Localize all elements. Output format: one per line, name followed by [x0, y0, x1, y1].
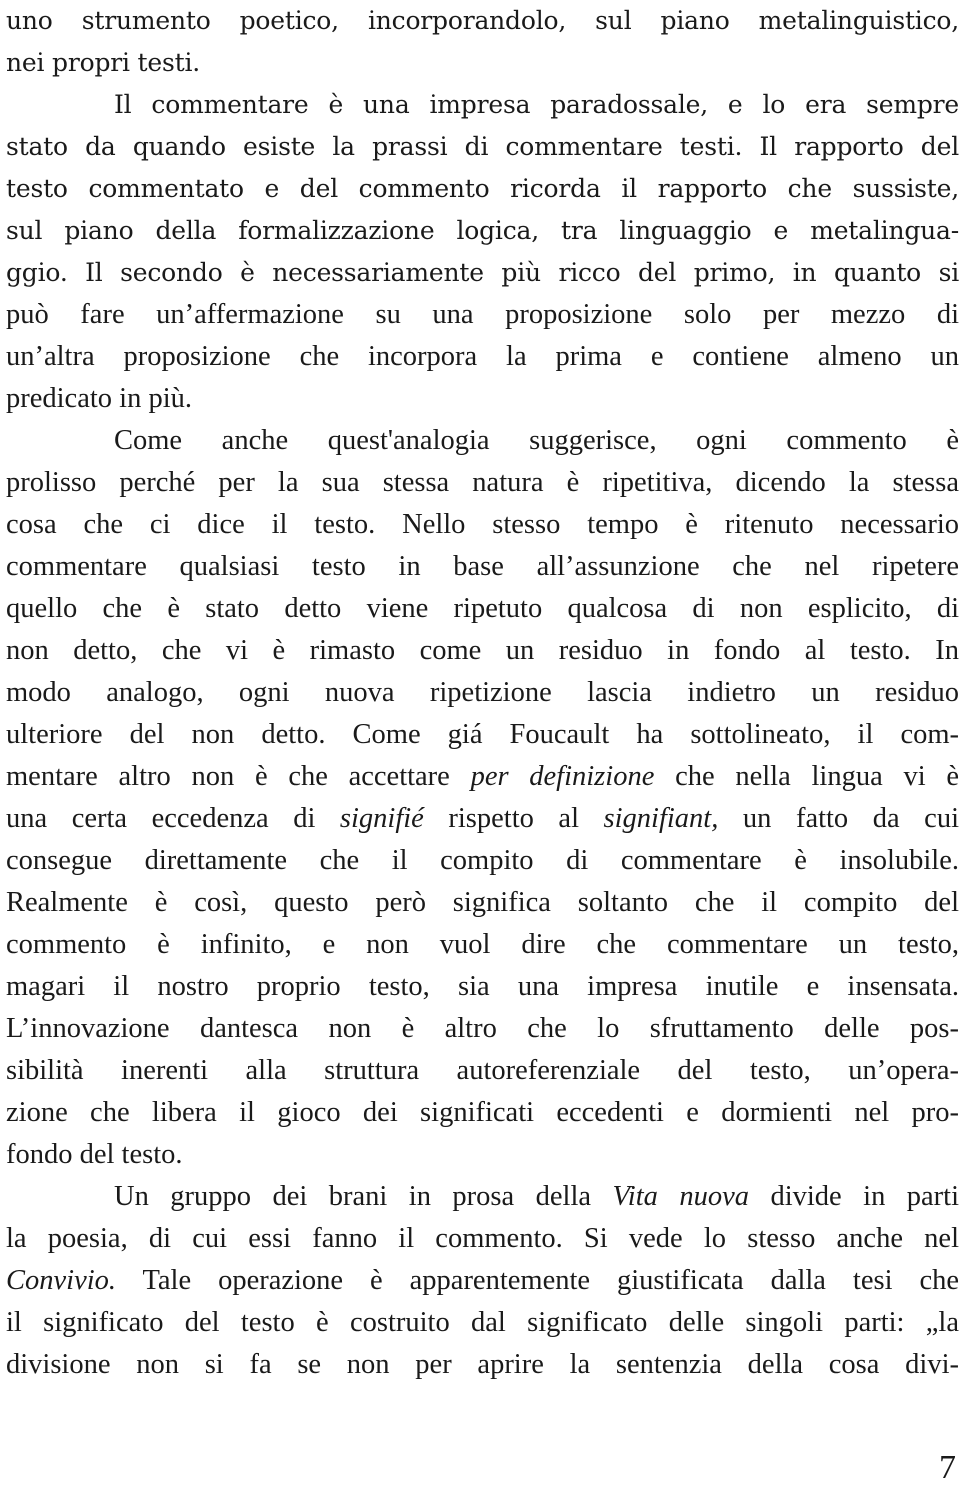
text-segment: la poesia, di cui essi fanno il commento. Si vede lo stesso anche nel	[6, 1223, 959, 1254]
text-segment: cosa che ci dice il testo. Nello stesso tempo è ritenuto necessario	[6, 509, 959, 540]
italic-text: signifiant,	[603, 803, 719, 834]
text-line	[6, 630, 959, 672]
text-line	[6, 1344, 959, 1386]
text-segment: modo analogo, ogni nuova ripetizione lascia indietro un residuo	[6, 677, 959, 708]
text-line	[6, 1176, 959, 1218]
text-segment: divide in parti	[748, 1181, 960, 1212]
text-line	[6, 798, 959, 840]
text-line	[6, 42, 959, 84]
text-segment: zione che libera il gioco dei significati eccedenti e dormienti nel pro-	[6, 1097, 959, 1128]
text-line	[6, 0, 959, 42]
text-segment: ulteriore del non detto. Come giá Foucault ha sottolineato, il com-	[6, 719, 959, 750]
text-line	[6, 1092, 959, 1134]
text-segment: un fatto da cui	[718, 803, 959, 834]
text-segment: rispetto al	[423, 803, 604, 834]
text-segment: Il commentare è una impresa paradossale, e lo era sempre	[114, 90, 959, 119]
text-line	[6, 756, 959, 798]
text-segment: il significato del testo è costruito dal significato delle singoli parti: „la	[6, 1307, 959, 1338]
text-segment: L’innovazione dantesca non è altro che lo sfruttamento delle pos-	[6, 1013, 959, 1044]
text-line	[6, 336, 959, 378]
text-segment: nei propri testi.	[6, 48, 200, 77]
text-line	[6, 168, 959, 210]
text-segment: predicato in più.	[6, 383, 192, 414]
text-segment: che nella lingua vi è	[654, 761, 959, 792]
text-segment: sibilità inerenti alla struttura autoreferenziale del testo, un’opera-	[6, 1055, 959, 1086]
text-line	[6, 966, 959, 1008]
text-line	[6, 1218, 959, 1260]
text-line	[6, 420, 959, 462]
text-segment: non detto, che vi è rimasto come un residuo in fondo al testo. In	[6, 635, 959, 666]
text-line	[6, 672, 959, 714]
text-line	[6, 546, 959, 588]
text-line	[6, 210, 959, 252]
text-segment: una certa eccedenza di	[6, 803, 340, 834]
text-line	[6, 126, 959, 168]
text-line	[6, 504, 959, 546]
text-segment: mentare altro non è che accettare	[6, 761, 471, 792]
text-segment: uno strumento poetico, incorporandolo, sul piano metalinguistico,	[6, 6, 959, 35]
text-segment: fondo del testo.	[6, 1139, 183, 1170]
text-line	[6, 1260, 959, 1302]
text-line	[6, 378, 959, 420]
text-segment: prolisso perché per la sua stessa natura è ripetitiva, dicendo la stessa	[6, 467, 959, 498]
text-segment: sul piano della formalizzazione logica, tra linguaggio e metalingua-	[6, 216, 959, 245]
text-segment: magari il nostro proprio testo, sia una impresa inutile e insensata.	[6, 971, 959, 1002]
text-line	[6, 252, 959, 294]
text-segment: divisione non si fa se non per aprire la sentenzia della cosa divi-	[6, 1349, 959, 1380]
text-line	[6, 294, 959, 336]
text-segment: Come anche quest'analogia suggerisce, ogni commento è	[114, 425, 959, 456]
text-line	[6, 1008, 959, 1050]
italic-text: Vita nuova	[612, 1181, 749, 1212]
text-segment: commento è infinito, e non vuol dire che commentare un testo,	[6, 929, 959, 960]
page-number: 7	[939, 1449, 956, 1486]
italic-text: signifié	[339, 803, 424, 834]
text-line	[6, 882, 959, 924]
text-segment: quello che è stato detto viene ripetuto qualcosa di non esplicito, di	[6, 593, 959, 624]
italic-text: Convivio.	[6, 1265, 117, 1296]
text-segment: Un gruppo dei brani in prosa della	[114, 1181, 613, 1212]
text-line	[6, 1302, 959, 1344]
text-line	[6, 714, 959, 756]
text-segment: Tale operazione è apparentemente giustificata dalla tesi che	[116, 1265, 959, 1296]
text-segment: consegue direttamente che il compito di commentare è insolubile.	[6, 845, 959, 876]
text-line	[6, 924, 959, 966]
document-page	[6, 0, 959, 1386]
text-segment: commentare qualsiasi testo in base all’assunzione che nel ripetere	[6, 551, 959, 582]
text-segment: stato da quando esiste la prassi di commentare testi. Il rapporto del	[6, 132, 959, 161]
text-line	[6, 840, 959, 882]
text-line	[6, 588, 959, 630]
text-line	[6, 462, 959, 504]
body-text	[6, 0, 959, 1386]
text-segment: può fare un’affermazione su una proposizione solo per mezzo di	[6, 299, 959, 330]
text-line	[6, 1050, 959, 1092]
text-segment: Realmente è così, questo però significa soltanto che il compito del	[6, 887, 959, 918]
text-segment: un’altra proposizione che incorpora la prima e contiene almeno un	[6, 341, 959, 372]
text-line	[6, 84, 959, 126]
italic-text: per definizione	[470, 761, 655, 792]
text-segment: testo commentato e del commento ricorda il rapporto che sussiste,	[6, 174, 959, 203]
text-segment: ggio. Il secondo è necessariamente più ricco del primo, in quanto si	[6, 258, 959, 287]
text-line	[6, 1134, 959, 1176]
